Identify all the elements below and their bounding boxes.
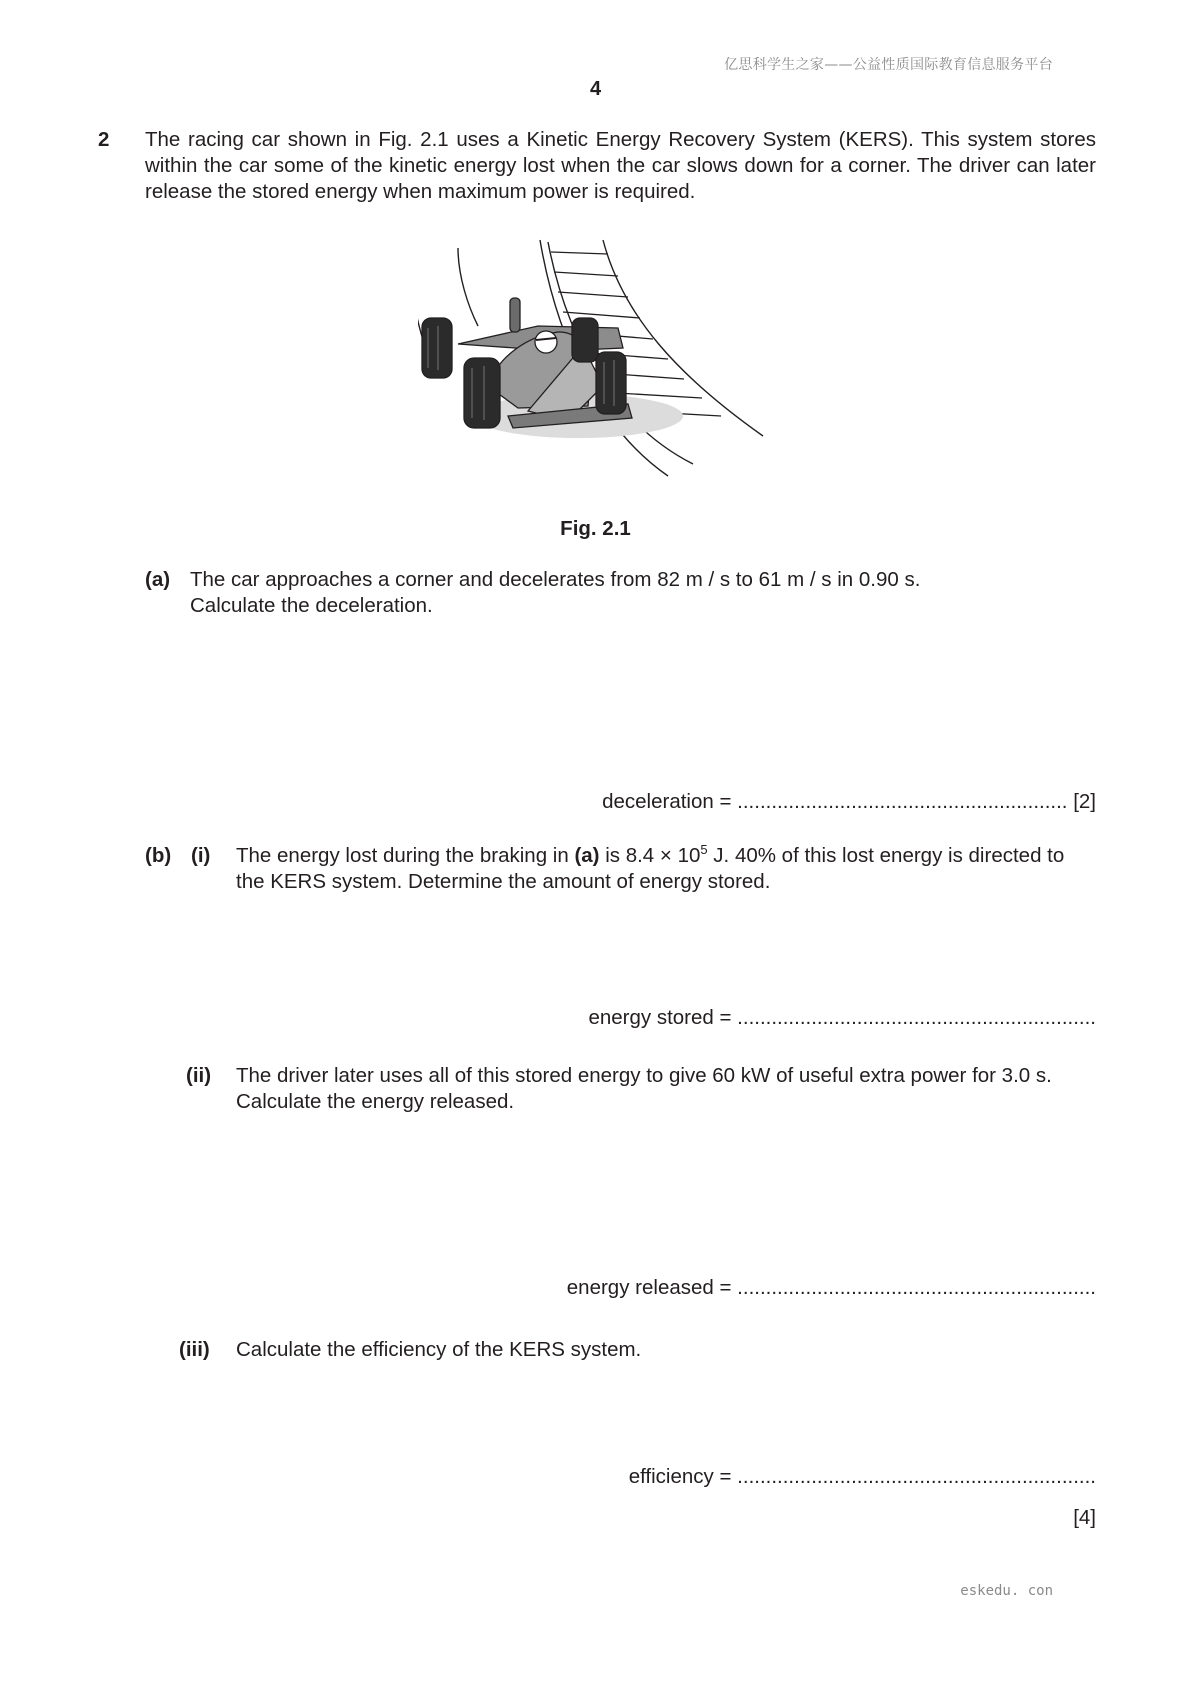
part-b-label: (b) xyxy=(145,844,172,867)
racing-car-figure xyxy=(418,236,778,486)
part-a-marks: [2] xyxy=(1073,790,1096,813)
efficiency-label: efficiency = xyxy=(628,1465,732,1488)
part-a-reference: (a) xyxy=(574,844,600,867)
energy-released-label: energy released = xyxy=(566,1276,732,1299)
efficiency-answer-field[interactable]: ............................................................... xyxy=(737,1465,1096,1488)
energy-released-answer-line xyxy=(0,1275,1096,1301)
part-b-ii-text xyxy=(236,1063,1096,1115)
part-b-ii-line1: The driver later uses all of this stored energy to give 60 kW of useful extra power for 3.0 s. xyxy=(236,1064,1052,1087)
energy-stored-answer-line xyxy=(0,1005,1096,1031)
part-b-i-text xyxy=(236,843,1096,895)
page-number: 4 xyxy=(589,78,602,100)
energy-lost-value: is 8.4 × 10 xyxy=(599,844,701,867)
part-b-i-text-start: The energy lost during the braking in xyxy=(236,844,575,867)
energy-stored-answer-field[interactable]: ............................................................... xyxy=(737,1006,1096,1029)
question-intro: The racing car shown in Fig. 2.1 uses a Kinetic Energy Recovery System (KERS). This system stores within the car some of the kinetic energy lost when the car slows down for a corner. The driver can later release the stored energy when maximum power is required. xyxy=(145,128,1096,203)
part-b-ii-line2: Calculate the energy released. xyxy=(236,1090,515,1113)
deceleration-answer-field[interactable]: .......................................................... xyxy=(737,790,1068,813)
part-b-iii-text: Calculate the efficiency of the KERS system. xyxy=(236,1338,642,1361)
question-number: 2 xyxy=(98,128,110,151)
energy-exponent: 5 xyxy=(700,842,708,857)
part-b-iii-label: (iii) xyxy=(179,1338,210,1361)
deceleration-label: deceleration = xyxy=(602,790,732,813)
figure-caption: Fig. 2.1 xyxy=(560,517,631,540)
part-b-marks: [4] xyxy=(1073,1506,1096,1529)
deceleration-answer-line xyxy=(0,789,1096,815)
energy-released-answer-field[interactable]: ............................................................... xyxy=(737,1276,1096,1299)
footer-watermark: eskedu. con xyxy=(960,1583,1053,1599)
efficiency-answer-line xyxy=(0,1464,1096,1490)
header-watermark: 亿思科学生之家——公益性质国际教育信息服务平台 xyxy=(724,57,1053,73)
energy-stored-label: energy stored = xyxy=(588,1006,732,1029)
part-b-ii-label: (ii) xyxy=(186,1064,212,1087)
part-b-i-text-end: J. 40% of this lost energy is directed to the KERS system. Determine the amount of energy stored. xyxy=(236,844,1065,893)
part-a-line2: Calculate the deceleration. xyxy=(190,594,433,617)
part-b-i-label: (i) xyxy=(191,844,211,867)
part-a-line1: The car approaches a corner and decelerates from 82 m / s to 61 m / s in 0.90 s. xyxy=(190,568,921,591)
part-a-label: (a) xyxy=(145,568,171,591)
part-a-text xyxy=(190,567,1096,619)
